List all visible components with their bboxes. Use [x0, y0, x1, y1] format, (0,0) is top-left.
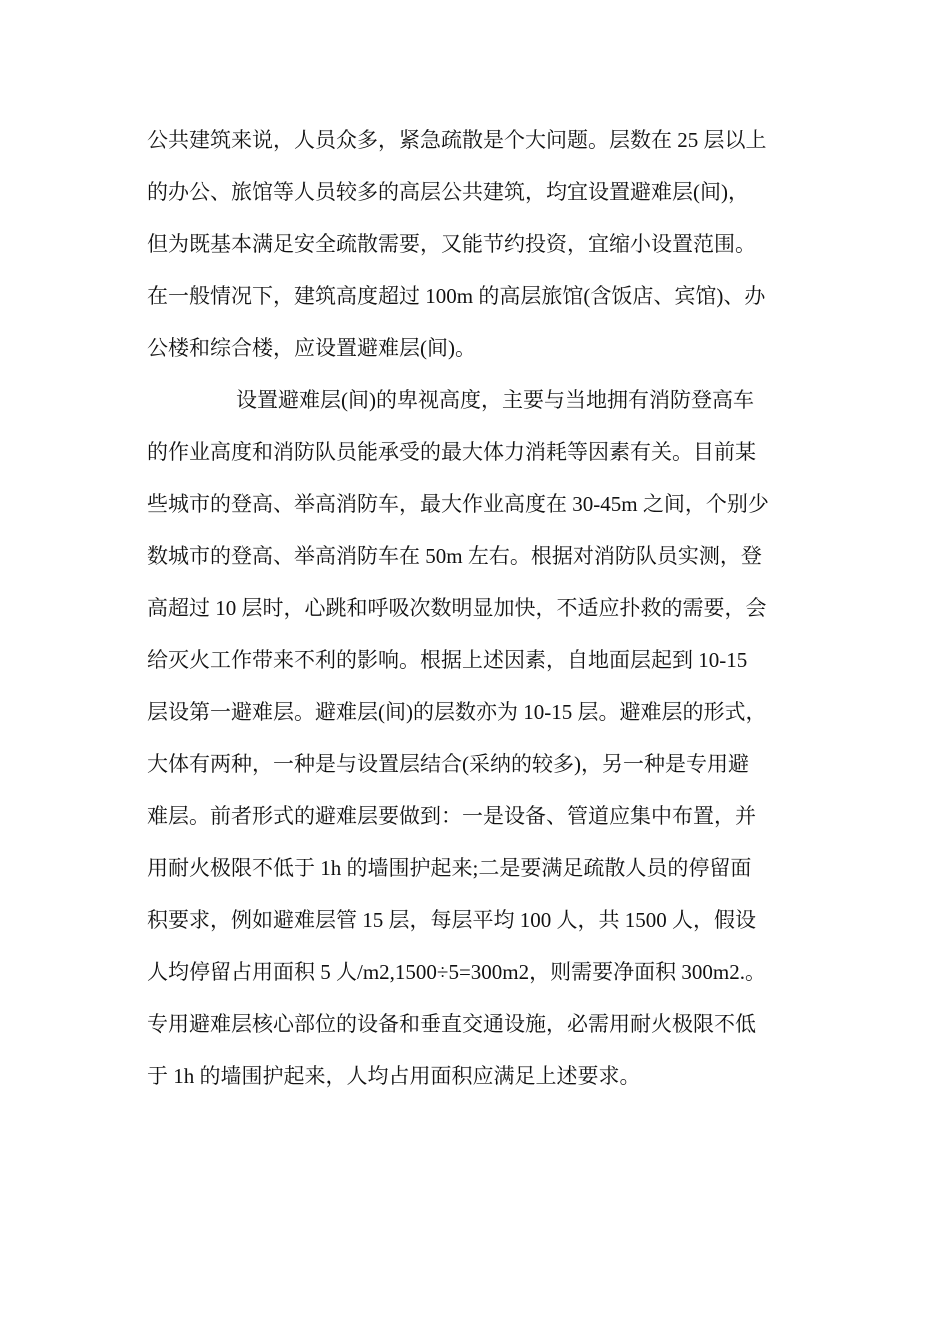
text-line: 但为既基本满足安全疏散需要，又能节约投资，宜缩小设置范围。: [147, 232, 756, 256]
body-text: [147, 114, 807, 1102]
text-line: 难层。前者形式的避难层要做到：一是设备、管道应集中布置，并: [147, 804, 756, 828]
text-line: 专用避难层核心部位的设备和垂直交通设施，必需用耐火极限不低: [147, 1012, 756, 1036]
text-line: 给灭火工作带来不利的影响。根据上述因素，自地面层起到 10-15: [147, 648, 748, 672]
text-line: 些城市的登高、举高消防车，最大作业高度在 30-45m 之间，个别少: [147, 492, 769, 516]
text-line: 大体有两种，一种是与设置层结合(采纳的较多)，另一种是专用避: [147, 752, 749, 776]
text-line: 设置避难层(间)的卑视高度，主要与当地拥有消防登高车: [236, 388, 754, 412]
text-line: 于 1h 的墙围护起来，人均占用面积应满足上述要求。: [147, 1064, 641, 1088]
text-line: 高超过 10 层时，心跳和呼吸次数明显加快，不适应扑救的需要，会: [147, 596, 767, 620]
text-line: 公共建筑来说，人员众多，紧急疏散是个大问题。层数在 25 层以上: [147, 128, 767, 152]
paragraph-1: [147, 114, 807, 374]
text-line: 层设第一避难层。避难层(间)的层数亦为 10-15 层。避难层的形式，: [147, 700, 767, 724]
paragraph-2: [147, 374, 807, 1102]
text-line: 用耐火极限不低于 1h 的墙围护起来;二是要满足疏散人员的停留面: [147, 856, 752, 880]
text-line: 人均停留占用面积 5 人/m2,1500÷5=300m2，则需要净面积 300m2.。: [147, 960, 766, 984]
text-line: 的作业高度和消防队员能承受的最大体力消耗等因素有关。目前某: [147, 440, 756, 464]
text-line: 数城市的登高、举高消防车在 50m 左右。根据对消防队员实测，登: [147, 544, 762, 568]
text-line: 积要求，例如避难层管 15 层，每层平均 100 人，共 1500 人，假设: [147, 908, 756, 932]
text-line: 公楼和综合楼，应设置避难层(间)。: [147, 336, 476, 360]
text-line: 在一般情况下，建筑高度超过 100m 的高层旅馆(含饭店、宾馆)、办: [147, 284, 766, 308]
text-line: 的办公、旅馆等人员较多的高层公共建筑，均宜设置避难层(间)，: [147, 180, 749, 204]
